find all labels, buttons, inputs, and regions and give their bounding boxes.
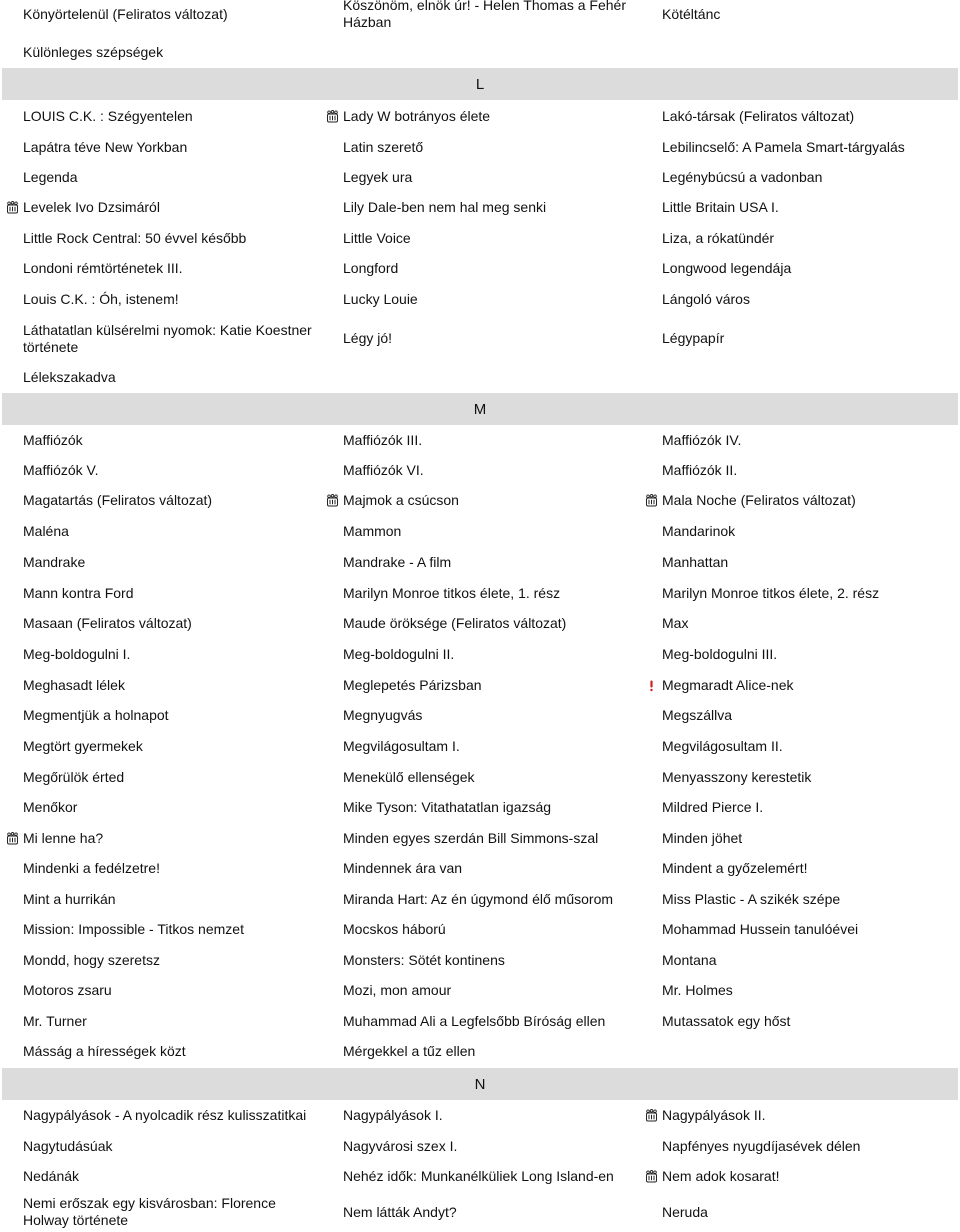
title-link[interactable] [326, 101, 626, 131]
title-mandrake[interactable]: Mandrake [23, 554, 86, 570]
title-maffiozok-v[interactable]: Maffiózók V. [23, 461, 99, 478]
title-montana[interactable]: Montana [662, 951, 717, 968]
title-link[interactable] [343, 132, 643, 162]
title-mildred-pierce-i[interactable]: Mildred Pierce I. [662, 799, 764, 815]
title-motoros-zsaru[interactable]: Motoros zsaru [23, 982, 112, 998]
title-link[interactable] [23, 1131, 323, 1161]
title-link[interactable] [662, 823, 958, 853]
title-row [0, 1192, 960, 1232]
title-nem-adok-kosarat[interactable]: Nem adok kosarat! [662, 1168, 780, 1184]
warning-icon [645, 679, 658, 692]
title-link[interactable] [23, 223, 323, 253]
title-magatartas-feliratos-valtozat[interactable]: Magatartás (Feliratos változat) [23, 492, 213, 508]
title-maffiozok-vi[interactable]: Maffiózók VI. [343, 461, 424, 478]
title-link[interactable] [23, 578, 323, 608]
title-meg-boldogulni-i[interactable]: Meg-boldogulni I. [23, 646, 131, 662]
title-link[interactable] [343, 192, 643, 223]
title-row [0, 914, 960, 945]
title-link[interactable] [343, 731, 643, 762]
title-lebilincselo-a-pamela-smart-targyalas[interactable]: Lebilincselő: A Pamela Smart-tárgyalás [662, 138, 905, 155]
title-link[interactable] [23, 884, 323, 914]
title-link[interactable] [23, 284, 323, 315]
title-menyasszony-kerestetik[interactable]: Menyasszony kerestetik [662, 768, 812, 785]
title-link[interactable] [23, 1006, 323, 1036]
title-link[interactable] [662, 700, 958, 731]
title-mandarinok[interactable]: Mandarinok [662, 523, 736, 539]
title-link[interactable] [662, 162, 958, 192]
title-link[interactable] [662, 914, 958, 945]
title-link[interactable] [662, 578, 958, 608]
title-link[interactable] [662, 1192, 958, 1232]
title-link[interactable] [23, 253, 323, 284]
title-mr-turner[interactable]: Mr. Turner [23, 1012, 87, 1029]
title-link[interactable] [343, 1100, 643, 1131]
title-link[interactable] [326, 485, 626, 516]
title-link[interactable] [662, 101, 958, 131]
title-link[interactable] [343, 578, 643, 608]
rating-icon [645, 494, 658, 507]
title-row [0, 578, 960, 608]
title-link[interactable] [343, 0, 643, 28]
title-mission-impossible-titkos-nemzet[interactable]: Mission: Impossible - Titkos nemzet [23, 921, 244, 937]
title-neruda[interactable]: Neruda [662, 1203, 708, 1220]
title-link[interactable] [343, 975, 643, 1006]
title-link[interactable] [23, 639, 323, 670]
title-row [0, 762, 960, 792]
title-mi-lenne-ha[interactable]: Mi lenne ha? [23, 829, 104, 846]
title-megmaradt-alice-nek[interactable]: Megmaradt Alice-nek [662, 676, 794, 693]
title-minden-egyes-szerdan-bill-simmons-szal[interactable]: Minden egyes szerdán Bill Simmons-szal [343, 829, 599, 846]
title-liza-a-rokatunder[interactable]: Liza, a rókatündér [662, 229, 775, 246]
title-row [0, 253, 960, 284]
title-nedanak[interactable]: Nedánák [23, 1168, 80, 1184]
title-maffiozok-iii[interactable]: Maffiózók III. [343, 431, 423, 448]
title-megmentjuk-a-holnapot[interactable]: Megmentjük a holnapot [23, 707, 169, 723]
title-row [0, 362, 960, 392]
title-link[interactable] [343, 762, 643, 792]
title-link[interactable] [23, 132, 323, 162]
title-link[interactable] [343, 670, 643, 700]
title-link[interactable] [343, 945, 643, 975]
title-link[interactable] [23, 1100, 323, 1131]
title-link[interactable] [343, 162, 643, 192]
title-mocskos-haboru[interactable]: Mocskos háború [343, 921, 446, 937]
title-nagytudasuak[interactable]: Nagytudásúak [23, 1137, 113, 1154]
title-link[interactable] [662, 284, 958, 315]
title-link[interactable] [662, 0, 958, 28]
title-levelek-ivo-dzsimarol[interactable]: Levelek Ivo Dzsimáról [23, 199, 160, 215]
title-link[interactable] [645, 485, 941, 516]
title-megszallva[interactable]: Megszállva [662, 707, 733, 723]
title-link[interactable] [23, 731, 323, 762]
title-little-voice[interactable]: Little Voice [343, 229, 411, 246]
title-little-britain-usa-i[interactable]: Little Britain USA I. [662, 199, 779, 215]
title-link[interactable] [23, 945, 323, 975]
title-lako-tarsak-feliratos-valtozat[interactable]: Lakó-társak (Feliratos változat) [662, 107, 855, 124]
title-link[interactable] [23, 670, 323, 700]
title-row [0, 1006, 960, 1036]
title-row [0, 1131, 960, 1161]
title-legenybucsu-a-vadonban[interactable]: Legénybúcsú a vadonban [662, 168, 823, 185]
title-link[interactable] [23, 0, 323, 28]
title-minden-johet[interactable]: Minden jöhet [662, 829, 743, 846]
title-link[interactable] [662, 884, 958, 914]
title-lapatra-teve-new-yorkban[interactable]: Lapátra téve New Yorkban [23, 138, 188, 155]
title-link[interactable] [343, 914, 643, 945]
title-majmok-a-csucson[interactable]: Majmok a csúcson [343, 492, 459, 508]
title-nem-lattak-andyt[interactable]: Nem látták Andyt? [343, 1203, 457, 1220]
title-row [0, 639, 960, 670]
title-nehez-idok-munkanelkuliek-long-island-en[interactable]: Nehéz idők: Munkanélküliek Long Island-en [343, 1168, 614, 1184]
title-nemi-eroszak-egy-kisvarosban-florence-ho[interactable]: Nemi erőszak egy kisvárosban: Florence Holway története [23, 1195, 276, 1228]
title-megorulok-erted[interactable]: Megőrülök érted [23, 768, 125, 785]
title-link[interactable] [23, 362, 323, 392]
title-londoni-remtortenetek-iii[interactable]: Londoni rémtörténetek III. [23, 260, 183, 276]
title-link[interactable] [343, 608, 643, 639]
title-lelekszakadva[interactable]: Lélekszakadva [23, 368, 116, 385]
title-link[interactable] [23, 547, 323, 578]
title-miranda-hart-az-en-ugymond-elo-musorom[interactable]: Miranda Hart: Az én úgymond élő műsorom [343, 890, 614, 907]
title-row [0, 945, 960, 975]
title-megvilagosultam-ii[interactable]: Megvilágosultam II. [662, 738, 783, 754]
title-link[interactable] [23, 700, 323, 731]
title-nagypalyasok-a-nyolcadik-resz-kulisszati[interactable]: Nagypályások - A nyolcadik rész kulisszatitkai [23, 1107, 307, 1123]
title-row [0, 223, 960, 253]
title-link[interactable] [23, 315, 323, 362]
title-link[interactable] [645, 1100, 941, 1131]
section-header-l: L [2, 68, 958, 100]
title-row [0, 0, 960, 28]
title-link[interactable] [23, 37, 323, 67]
title-row [0, 700, 960, 731]
title-row [0, 455, 960, 485]
title-konyortelenul-feliratos-valtozat[interactable]: Könyörtelenül (Feliratos változat) [23, 5, 228, 22]
title-link[interactable] [343, 884, 643, 914]
title-link[interactable] [6, 823, 306, 853]
title-row [0, 315, 960, 362]
title-little-rock-central-50-evvel-kesobb[interactable]: Little Rock Central: 50 évvel később [23, 229, 247, 246]
title-row [0, 884, 960, 914]
title-lady-w-botranyos-elete[interactable]: Lady W botrányos élete [343, 107, 491, 124]
title-legenda[interactable]: Legenda [23, 168, 78, 185]
title-row [0, 516, 960, 547]
title-link[interactable] [343, 455, 643, 485]
title-link[interactable] [6, 192, 306, 223]
title-monsters-sotet-kontinens[interactable]: Monsters: Sötét kontinens [343, 951, 505, 968]
title-row [0, 1161, 960, 1192]
title-row [0, 485, 960, 516]
title-row [0, 975, 960, 1006]
title-link[interactable] [343, 1192, 643, 1232]
title-louis-c-k-oh-istenem[interactable]: Louis C.K. : Óh, istenem! [23, 291, 179, 307]
title-row [0, 823, 960, 853]
section-header-n: N [2, 1068, 958, 1100]
title-link[interactable] [343, 1161, 643, 1192]
title-row [0, 731, 960, 762]
title-link[interactable] [662, 853, 958, 884]
rating-icon [6, 832, 19, 845]
title-marilyn-monroe-titkos-elete-2-resz[interactable]: Marilyn Monroe titkos élete, 2. rész [662, 584, 880, 601]
title-link[interactable] [23, 762, 323, 792]
rating-icon [645, 1109, 658, 1122]
title-link[interactable] [343, 425, 643, 455]
title-massag-a-hiressegek-kozt[interactable]: Másság a hírességek közt [23, 1043, 186, 1059]
title-link[interactable] [23, 516, 323, 547]
title-meghasadt-lelek[interactable]: Meghasadt lélek [23, 676, 125, 693]
title-mann-kontra-ford[interactable]: Mann kontra Ford [23, 584, 134, 601]
title-kulonleges-szepsegek[interactable]: Különleges szépségek [23, 43, 164, 60]
title-link[interactable] [662, 762, 958, 792]
title-link[interactable] [23, 101, 323, 131]
title-row [0, 547, 960, 578]
title-link[interactable] [23, 853, 323, 884]
title-maude-oroksege-feliratos-valtozat[interactable]: Maude öröksége (Feliratos változat) [343, 615, 567, 631]
rating-icon [6, 201, 19, 214]
title-mindenki-a-fedelzetre[interactable]: Mindenki a fedélzetre! [23, 860, 160, 876]
title-link[interactable] [662, 975, 958, 1006]
title-meglepetes-parizsban[interactable]: Meglepetés Párizsban [343, 676, 482, 693]
title-nagypalyasok-ii[interactable]: Nagypályások II. [662, 1107, 766, 1123]
title-row [0, 1036, 960, 1067]
title-mandrake-a-film[interactable]: Mandrake - A film [343, 554, 452, 570]
title-link[interactable] [23, 425, 323, 455]
title-link[interactable] [662, 1131, 958, 1161]
title-link[interactable] [23, 1161, 323, 1192]
title-nagypalyasok-i[interactable]: Nagypályások I. [343, 1107, 443, 1123]
title-legyek-ura[interactable]: Legyek ura [343, 168, 413, 185]
title-manhattan[interactable]: Manhattan [662, 554, 729, 570]
title-row [0, 792, 960, 823]
title-row [0, 284, 960, 315]
title-mindennek-ara-van[interactable]: Mindennek ára van [343, 860, 463, 876]
title-link[interactable] [23, 914, 323, 945]
title-link[interactable] [662, 516, 958, 547]
title-nagyvarosi-szex-i[interactable]: Nagyvárosi szex I. [343, 1137, 458, 1154]
title-link[interactable] [23, 975, 323, 1006]
title-link[interactable] [343, 284, 643, 315]
title-link[interactable] [343, 315, 643, 362]
title-link[interactable] [343, 700, 643, 731]
title-link[interactable] [343, 223, 643, 253]
title-mammon[interactable]: Mammon [343, 523, 402, 539]
title-link[interactable] [645, 1161, 941, 1192]
title-mike-tyson-vitathatatlan-igazsag[interactable]: Mike Tyson: Vitathatatlan igazság [343, 799, 552, 815]
title-row [0, 670, 960, 700]
title-menokor[interactable]: Menőkor [23, 799, 78, 815]
title-link[interactable] [343, 792, 643, 823]
title-legy-jo[interactable]: Légy jó! [343, 330, 393, 346]
title-link[interactable] [662, 315, 958, 362]
title-link[interactable] [23, 608, 323, 639]
title-link[interactable] [662, 455, 958, 485]
title-napfenyes-nyugdijasevek-delen[interactable]: Napfényes nyugdíjasévek délen [662, 1137, 861, 1154]
title-menekulo-ellensegek[interactable]: Menekülő ellenségek [343, 768, 475, 785]
title-link[interactable] [662, 547, 958, 578]
title-link[interactable] [343, 639, 643, 670]
title-link[interactable] [23, 1036, 323, 1067]
title-longwood-legendaja[interactable]: Longwood legendája [662, 260, 792, 276]
title-lathatatlan-kulserelmi-nyomok-katie-koes[interactable]: Láthatatlan külsérelmi nyomok: Katie Koestner története [23, 321, 312, 355]
title-link[interactable] [662, 192, 958, 223]
title-link[interactable] [343, 516, 643, 547]
title-megvilagosultam-i[interactable]: Megvilágosultam I. [343, 738, 460, 754]
title-link[interactable] [662, 639, 958, 670]
title-link[interactable] [23, 485, 323, 516]
title-link[interactable] [23, 455, 323, 485]
title-row [0, 1100, 960, 1131]
title-maffiozok[interactable]: Maffiózók [23, 431, 83, 448]
title-row [0, 192, 960, 223]
title-row [0, 853, 960, 884]
rating-icon [326, 494, 339, 507]
title-link[interactable] [645, 670, 941, 700]
title-row [0, 37, 960, 67]
title-link[interactable] [662, 132, 958, 162]
title-lucky-louie[interactable]: Lucky Louie [343, 291, 418, 307]
title-masaan-feliratos-valtozat[interactable]: Masaan (Feliratos változat) [23, 615, 192, 631]
title-latin-szereto[interactable]: Latin szerető [343, 138, 424, 155]
rating-icon [645, 1170, 658, 1183]
title-mint-a-hurrikan[interactable]: Mint a hurrikán [23, 890, 116, 907]
title-langolo-varos[interactable]: Lángoló város [662, 291, 750, 307]
title-link[interactable] [662, 253, 958, 284]
title-mergekkel-a-tuz-ellen[interactable]: Mérgekkel a tűz ellen [343, 1043, 476, 1059]
title-malena[interactable]: Maléna [23, 523, 69, 539]
title-megnyugvas[interactable]: Megnyugvás [343, 707, 423, 723]
title-meg-boldogulni-iii[interactable]: Meg-boldogulni III. [662, 646, 778, 662]
title-link[interactable] [343, 823, 643, 853]
title-link[interactable] [343, 1036, 643, 1067]
title-link[interactable] [343, 853, 643, 884]
title-mondd-hogy-szeretsz[interactable]: Mondd, hogy szeretsz [23, 951, 160, 968]
title-muhammad-ali-a-legfelsobb-birosag-ellen[interactable]: Muhammad Ali a Legfelsőbb Bíróság ellen [343, 1012, 606, 1029]
title-mindent-a-gyozelemert[interactable]: Mindent a győzelemért! [662, 860, 808, 876]
title-link[interactable] [23, 162, 323, 192]
title-megtort-gyermekek[interactable]: Megtört gyermekek [23, 738, 143, 754]
title-longford[interactable]: Longford [343, 260, 399, 276]
title-row [0, 101, 960, 131]
title-link[interactable] [662, 223, 958, 253]
title-row [0, 162, 960, 192]
title-max[interactable]: Max [662, 615, 689, 631]
title-row [0, 608, 960, 639]
title-link[interactable] [662, 1006, 958, 1036]
title-link[interactable] [662, 608, 958, 639]
title-legypapir[interactable]: Légypapír [662, 330, 725, 346]
title-row [0, 132, 960, 162]
title-marilyn-monroe-titkos-elete-1-resz[interactable]: Marilyn Monroe titkos élete, 1. rész [343, 584, 561, 601]
title-mr-holmes[interactable]: Mr. Holmes [662, 982, 733, 998]
title-row [0, 425, 960, 455]
title-link[interactable] [343, 253, 643, 284]
title-mutassatok-egy-host[interactable]: Mutassatok egy hőst [662, 1012, 791, 1029]
section-header-m: M [2, 393, 958, 425]
title-link[interactable] [343, 1131, 643, 1161]
rating-icon [326, 110, 339, 123]
title-lily-dale-ben-nem-hal-meg-senki[interactable]: Lily Dale-ben nem hal meg senki [343, 199, 547, 215]
title-mohammad-hussein-tanuloevei[interactable]: Mohammad Hussein tanulóévei [662, 921, 859, 937]
title-meg-boldogulni-ii[interactable]: Meg-boldogulni II. [343, 646, 455, 662]
title-link[interactable] [23, 1192, 323, 1232]
title-maffiozok-iv[interactable]: Maffiózók IV. [662, 431, 742, 448]
title-link[interactable] [343, 547, 643, 578]
title-koteltanc[interactable]: Kötéltánc [662, 5, 721, 22]
title-link[interactable] [662, 425, 958, 455]
title-koszonom-elnok-ur-helen-thomas-a-feher-h[interactable]: Köszönöm, elnök úr! - Helen Thomas a Fehér Házban [343, 0, 626, 30]
title-link[interactable] [662, 731, 958, 762]
title-mozi-mon-amour[interactable]: Mozi, mon amour [343, 982, 452, 998]
title-link[interactable] [23, 792, 323, 823]
title-miss-plastic-a-szikek-szepe[interactable]: Miss Plastic - A szikék szépe [662, 890, 841, 907]
title-mala-noche-feliratos-valtozat[interactable]: Mala Noche (Feliratos változat) [662, 492, 856, 508]
title-louis-c-k-szegyentelen[interactable]: LOUIS C.K. : Szégyentelen [23, 107, 193, 124]
title-link[interactable] [662, 792, 958, 823]
title-maffiozok-ii[interactable]: Maffiózók II. [662, 461, 738, 478]
title-link[interactable] [343, 1006, 643, 1036]
title-link[interactable] [662, 945, 958, 975]
